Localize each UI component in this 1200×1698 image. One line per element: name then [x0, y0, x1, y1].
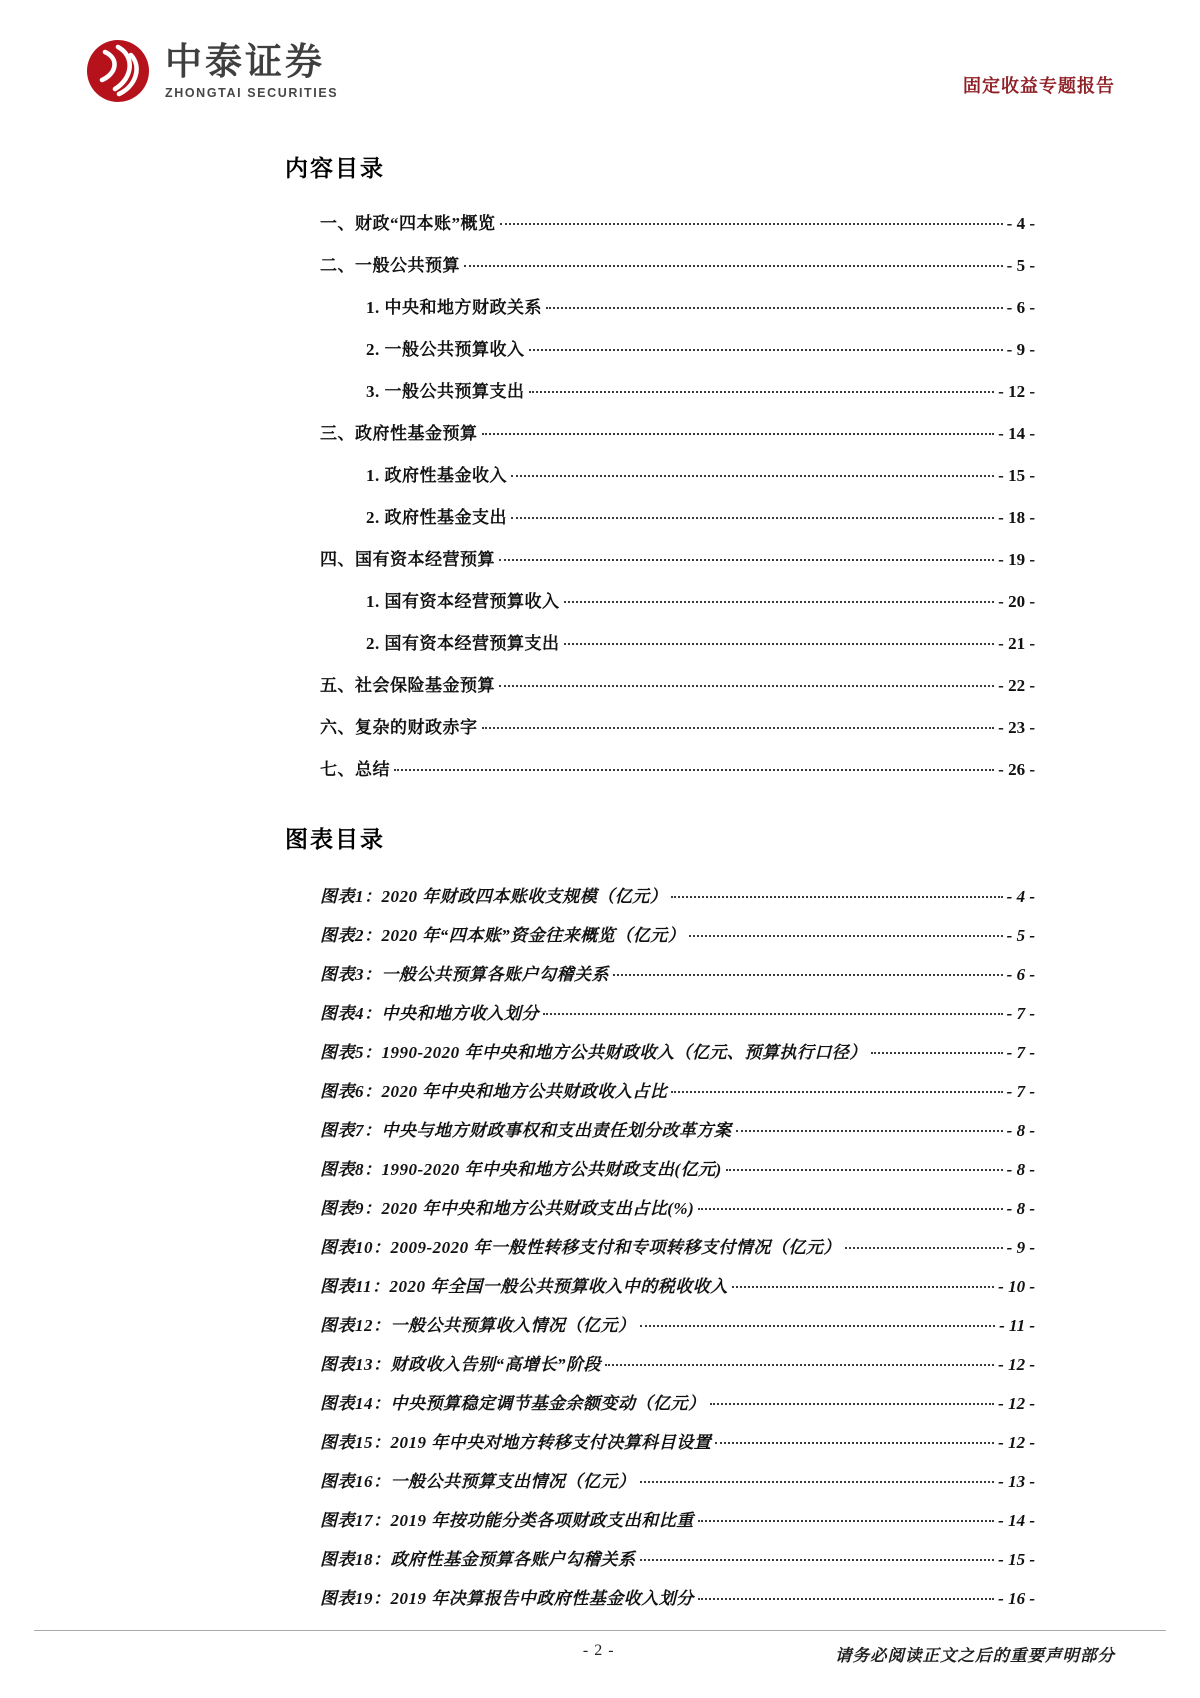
toc-entry-label: 图表5：1990-2020 年中央和地方公共财政收入（亿元、预算执行口径）: [320, 1043, 867, 1062]
toc-entry-label: 图表18：政府性基金预算各账户勾稽关系: [320, 1550, 636, 1569]
toc-entry-page: - 6 -: [1006, 965, 1035, 984]
page-footer: [0, 1642, 1200, 1678]
toc-entry-label: 1. 政府性基金收入: [366, 466, 507, 485]
toc-entry-page: - 26 -: [998, 760, 1035, 779]
figure-entry[interactable]: [320, 1233, 1035, 1272]
toc-leader-dots: [499, 685, 994, 687]
figure-entry[interactable]: [320, 1155, 1035, 1194]
figure-entry[interactable]: [320, 1077, 1035, 1116]
toc-entry-label: 五、社会保险基金预算: [320, 676, 495, 695]
figure-entry[interactable]: [320, 1272, 1035, 1311]
toc-leader-dots: [482, 727, 995, 729]
toc-entry-label: 1. 中央和地方财政关系: [366, 298, 542, 317]
contents-title: 内容目录: [285, 156, 385, 181]
figure-entry[interactable]: [320, 1389, 1035, 1428]
contents-list: [320, 209, 1035, 797]
toc-entry-label: 三、政府性基金预算: [320, 424, 478, 443]
toc-leader-dots: [500, 223, 1003, 225]
figure-entry[interactable]: [320, 1116, 1035, 1155]
toc-entry-label: 图表9：2020 年中央和地方公共财政支出占比(%): [320, 1199, 695, 1218]
toc-entry-page: - 12 -: [998, 1433, 1035, 1452]
toc-entry-page: - 19 -: [998, 550, 1035, 569]
toc-entry-page: - 21 -: [998, 634, 1035, 653]
figure-entry[interactable]: [320, 960, 1035, 999]
toc-entry-page: - 9 -: [1006, 1238, 1035, 1257]
toc-entry-label: 图表15：2019 年中央对地方转移支付决算科目设置: [320, 1433, 712, 1452]
toc-entry[interactable]: [320, 671, 1035, 713]
toc-entry-label: 2. 政府性基金支出: [366, 508, 507, 527]
toc-entry-label: 2. 一般公共预算收入: [366, 340, 525, 359]
toc-entry[interactable]: [320, 293, 1035, 335]
footer-page-number: - 2 -: [582, 1642, 615, 1659]
toc-entry-label: 图表6：2020 年中央和地方公共财政收入占比: [320, 1082, 668, 1101]
toc-entry[interactable]: [320, 587, 1035, 629]
toc-entry[interactable]: [320, 713, 1035, 755]
toc-leader-dots: [640, 1559, 995, 1561]
toc-entry-page: - 7 -: [1006, 1082, 1035, 1101]
toc-entry-page: - 6 -: [1006, 298, 1035, 317]
toc-entry-label: 图表2：2020 年“四本账”资金往来概览（亿元）: [320, 926, 686, 945]
toc-entry-label: 图表11：2020 年全国一般公共预算收入中的税收收入: [320, 1277, 728, 1296]
figure-entry[interactable]: [320, 882, 1035, 921]
toc-entry[interactable]: [320, 251, 1035, 293]
toc-entry-page: - 16 -: [998, 1589, 1035, 1608]
figure-entry[interactable]: [320, 1584, 1035, 1623]
toc-entry-page: - 7 -: [1006, 1004, 1035, 1023]
footer-disclaimer: 请务必阅读正文之后的重要声明部分: [835, 1646, 1115, 1665]
toc-entry[interactable]: [320, 335, 1035, 377]
toc-entry-page: - 12 -: [998, 382, 1035, 401]
brand-text: [165, 42, 338, 100]
toc-leader-dots: [546, 307, 1003, 309]
toc-leader-dots: [394, 769, 994, 771]
report-type-label: 固定收益专题报告: [963, 76, 1115, 96]
toc-entry-label: 图表7：中央与地方财政事权和支出责任划分改革方案: [320, 1121, 732, 1140]
toc-entry-label: 二、一般公共预算: [320, 256, 460, 275]
toc-entry[interactable]: [320, 419, 1035, 461]
toc-leader-dots: [698, 1598, 994, 1600]
toc-entry-label: 图表16：一般公共预算支出情况（亿元）: [320, 1472, 636, 1491]
toc-entry-page: - 12 -: [998, 1355, 1035, 1374]
toc-entry-page: - 5 -: [1006, 256, 1035, 275]
toc-leader-dots: [671, 1091, 1002, 1093]
toc-leader-dots: [726, 1169, 1003, 1171]
figure-entry[interactable]: [320, 1545, 1035, 1584]
toc-entry-label: 图表8：1990-2020 年中央和地方公共财政支出(亿元): [320, 1160, 722, 1179]
toc-leader-dots: [871, 1052, 1003, 1054]
figures-title: 图表目录: [285, 827, 385, 852]
toc-leader-dots: [564, 601, 995, 603]
toc-entry-label: 图表12：一般公共预算收入情况（亿元）: [320, 1316, 636, 1335]
toc-entry-page: - 4 -: [1006, 214, 1035, 233]
toc-leader-dots: [499, 559, 994, 561]
figure-entry[interactable]: [320, 999, 1035, 1038]
toc-leader-dots: [698, 1520, 994, 1522]
figure-entry[interactable]: [320, 1311, 1035, 1350]
brand: [85, 38, 338, 104]
toc-entry-label: 图表19：2019 年决算报告中政府性基金收入划分: [320, 1589, 694, 1608]
toc-entry-page: - 7 -: [1006, 1043, 1035, 1062]
toc-leader-dots: [605, 1364, 994, 1366]
figure-entry[interactable]: [320, 921, 1035, 960]
toc-entry-label: 一、财政“四本账”概览: [320, 214, 496, 233]
toc-entry-page: - 14 -: [998, 1511, 1035, 1530]
zhongtai-logo-icon: [85, 38, 151, 104]
figure-entry[interactable]: [320, 1506, 1035, 1545]
figure-entry[interactable]: [320, 1038, 1035, 1077]
toc-leader-dots: [689, 935, 1002, 937]
toc-entry-page: - 15 -: [998, 1550, 1035, 1569]
toc-entry-label: 图表17：2019 年按功能分类各项财政支出和比重: [320, 1511, 694, 1530]
toc-entry[interactable]: [320, 377, 1035, 419]
toc-entry-page: - 8 -: [1006, 1121, 1035, 1140]
toc-leader-dots: [845, 1247, 1003, 1249]
toc-entry[interactable]: [320, 503, 1035, 545]
figure-entry[interactable]: [320, 1194, 1035, 1233]
toc-leader-dots: [710, 1403, 995, 1405]
toc-entry[interactable]: [320, 461, 1035, 503]
toc-entry[interactable]: [320, 545, 1035, 587]
toc-entry-label: 图表14：中央预算稳定调节基金余额变动（亿元）: [320, 1394, 706, 1413]
toc-entry-label: 七、总结: [320, 760, 390, 779]
brand-name-en: ZHONGTAI SECURITIES: [165, 85, 339, 100]
toc-entry-page: - 11 -: [999, 1316, 1035, 1335]
toc-leader-dots: [732, 1286, 994, 1288]
toc-entry-label: 图表10：2009-2020 年一般性转移支付和专项转移支付情况（亿元）: [320, 1238, 841, 1257]
brand-name-cn: 中泰证券: [165, 41, 325, 83]
toc-entry[interactable]: [320, 629, 1035, 671]
toc-leader-dots: [543, 1013, 1003, 1015]
toc-leader-dots: [613, 974, 1003, 976]
page-header: [85, 38, 1115, 104]
figure-entry[interactable]: [320, 1428, 1035, 1467]
toc-leader-dots: [564, 643, 995, 645]
toc-entry-page: - 12 -: [998, 1394, 1035, 1413]
toc-entry-label: 图表4：中央和地方收入划分: [320, 1004, 539, 1023]
toc-entry-page: - 22 -: [998, 676, 1035, 695]
toc-entry-page: - 9 -: [1006, 340, 1035, 359]
toc-entry-page: - 14 -: [998, 424, 1035, 443]
toc-entry-label: 四、国有资本经营预算: [320, 550, 495, 569]
toc-leader-dots: [511, 475, 994, 477]
toc-entry-page: - 20 -: [998, 592, 1035, 611]
toc-leader-dots: [715, 1442, 994, 1444]
footer-divider: [34, 1630, 1166, 1631]
toc-leader-dots: [511, 517, 994, 519]
toc-leader-dots: [640, 1325, 996, 1327]
toc-entry[interactable]: [320, 209, 1035, 251]
toc-entry-label: 1. 国有资本经营预算收入: [366, 592, 560, 611]
toc-leader-dots: [529, 349, 1003, 351]
toc-page-content: [285, 150, 1035, 1623]
toc-entry-label: 图表3：一般公共预算各账户勾稽关系: [320, 965, 609, 984]
toc-entry-label: 六、复杂的财政赤字: [320, 718, 478, 737]
toc-leader-dots: [482, 433, 995, 435]
toc-entry[interactable]: [320, 755, 1035, 797]
toc-entry-label: 2. 国有资本经营预算支出: [366, 634, 560, 653]
toc-leader-dots: [640, 1481, 995, 1483]
toc-entry-page: - 13 -: [998, 1472, 1035, 1491]
toc-leader-dots: [736, 1130, 1003, 1132]
figures-list: [320, 882, 1035, 1623]
figure-entry[interactable]: [320, 1350, 1035, 1389]
toc-leader-dots: [529, 391, 995, 393]
toc-entry-page: - 10 -: [998, 1277, 1035, 1296]
toc-entry-page: - 18 -: [998, 508, 1035, 527]
toc-entry-page: - 8 -: [1006, 1199, 1035, 1218]
toc-entry-label: 图表13：财政收入告别“高增长”阶段: [320, 1355, 601, 1374]
toc-entry-page: - 15 -: [998, 466, 1035, 485]
figure-entry[interactable]: [320, 1467, 1035, 1506]
toc-leader-dots: [464, 265, 1003, 267]
toc-entry-page: - 5 -: [1006, 926, 1035, 945]
toc-entry-label: 图表1：2020 年财政四本账收支规模（亿元）: [320, 887, 668, 906]
toc-entry-page: - 4 -: [1006, 887, 1035, 906]
toc-leader-dots: [698, 1208, 1002, 1210]
toc-leader-dots: [671, 896, 1002, 898]
toc-entry-page: - 23 -: [998, 718, 1035, 737]
toc-entry-page: - 8 -: [1006, 1160, 1035, 1179]
toc-entry-label: 3. 一般公共预算支出: [366, 382, 525, 401]
